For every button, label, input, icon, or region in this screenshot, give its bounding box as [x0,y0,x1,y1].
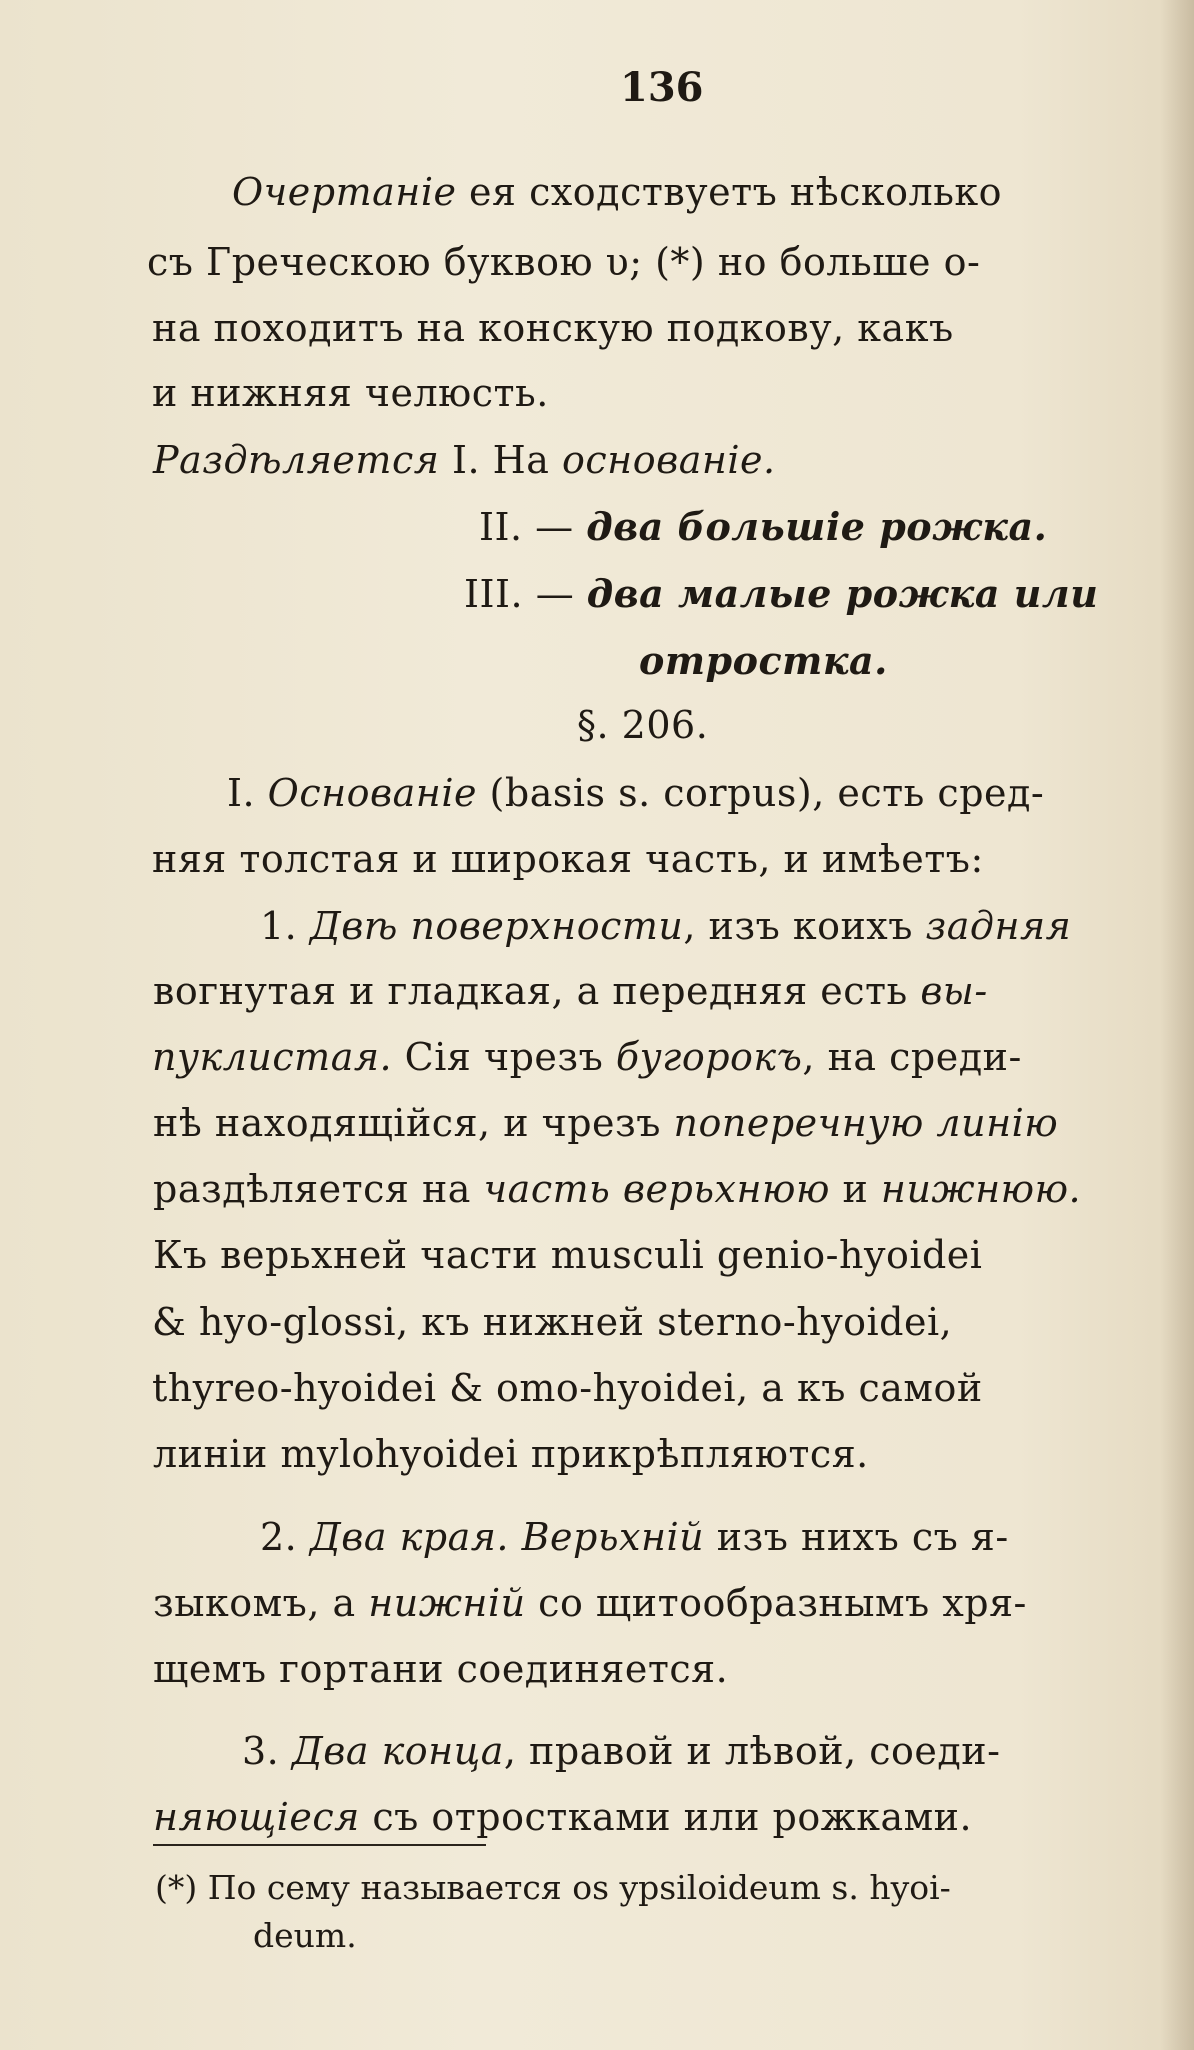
text-run: (basis s. corpus), есть сред- [476,771,1045,815]
division-row [479,502,1047,552]
text-line: съ Греческою буквою υ; (*) но больше о- [147,240,981,284]
italic-term: Верьхній [509,1515,705,1559]
italic-term: задняя [925,904,1072,948]
italic-term: нижній [368,1581,526,1625]
text-line: Къ верьхней части musculi genio-hyoidei [153,1233,983,1277]
italic-term: Очертаніе [232,170,457,214]
division-row [153,435,776,485]
division-row [639,636,888,686]
page-edge-shadow [1160,0,1194,2050]
italic-term: Основаніе [267,771,477,815]
italic-term: Двѣ поверхности [309,904,684,948]
italic-term: пуклистая. [152,1035,393,1079]
text-line: и нижняя челюсть. [152,371,549,415]
italic-term: поперечную линію [673,1101,1059,1145]
italic-term: отростка. [639,638,888,683]
footnote-line: deum. [253,1916,357,1955]
text-line [242,1726,1000,1776]
italic-term: два большіе рожка. [586,504,1048,549]
footnote-line: (*) По сему называется os ypsiloideum s. hyoi- [155,1868,951,1907]
text-run: 1. [260,904,310,948]
text-run: зыкомъ, а [153,1581,369,1625]
text-line: линіи mylohyoidei прикрѣпляются. [153,1432,869,1476]
text-line [153,966,988,1016]
italic-term: няющіеся [153,1795,360,1839]
text-run: 2. [260,1515,310,1559]
text-line: на походитъ на конскую подкову, какъ [152,306,954,350]
footnote-divider [153,1844,486,1846]
text-line [152,1032,1022,1082]
italic-term: основаніе. [562,438,776,482]
text-line [153,1164,1081,1214]
text-run: изъ нихъ съ я- [704,1515,1009,1559]
italic-term: нижнюю. [880,1167,1082,1211]
text-line [153,1792,972,1842]
text-run: нѣ находящійся, и чрезъ [153,1101,674,1145]
page-number: 136 [620,64,704,111]
text-line [153,1098,1058,1148]
division-row [464,569,1098,619]
text-run: съ отростками или рожками. [359,1795,973,1839]
text-line [153,1578,1027,1628]
text-run: I. [227,771,268,815]
text-run: 3. [242,1729,292,1773]
italic-term: часть верьхнюю [483,1167,830,1211]
section-heading: §. 206. [577,703,709,747]
text-run: III. — [464,572,587,616]
text-run: и [829,1167,881,1211]
text-line: щемъ гортани соединяется. [153,1647,729,1691]
text-run: I. На [439,438,563,482]
text-run: со щитообразнымъ хря- [525,1581,1027,1625]
text-line: thyreo-hyoidei & omo-hyoidei, а къ самой [152,1366,983,1410]
text-line [260,1512,1009,1562]
text-run: , правой и лѣвой, соеди- [503,1729,1001,1773]
italic-term: бугорокъ [615,1035,803,1079]
text-line: няя толстая и широкая часть, и имѣетъ: [152,837,984,881]
text-run: , изъ коихъ [683,904,926,948]
text-line: & hyo-glossi, къ нижней sterno-hyoidei, [152,1300,953,1344]
italic-term: Два края. [309,1515,510,1559]
italic-term: Два конца [291,1729,504,1773]
text-line [260,901,1071,951]
text-run: II. — [479,505,587,549]
text-run: вогнутая и гладкая, а передняя есть [153,969,921,1013]
text-line [227,768,1044,818]
text-line [232,167,1002,217]
text-run: Сія чрезъ [392,1035,616,1079]
italic-term: два малые рожка или [586,571,1099,616]
italic-term: Раздѣляется [153,438,440,482]
text-run: раздѣляется на [153,1167,484,1211]
text-run: ея сходствуетъ нѣсколько [456,170,1003,214]
text-run: , на среди- [802,1035,1022,1079]
italic-term: вы- [920,969,988,1013]
